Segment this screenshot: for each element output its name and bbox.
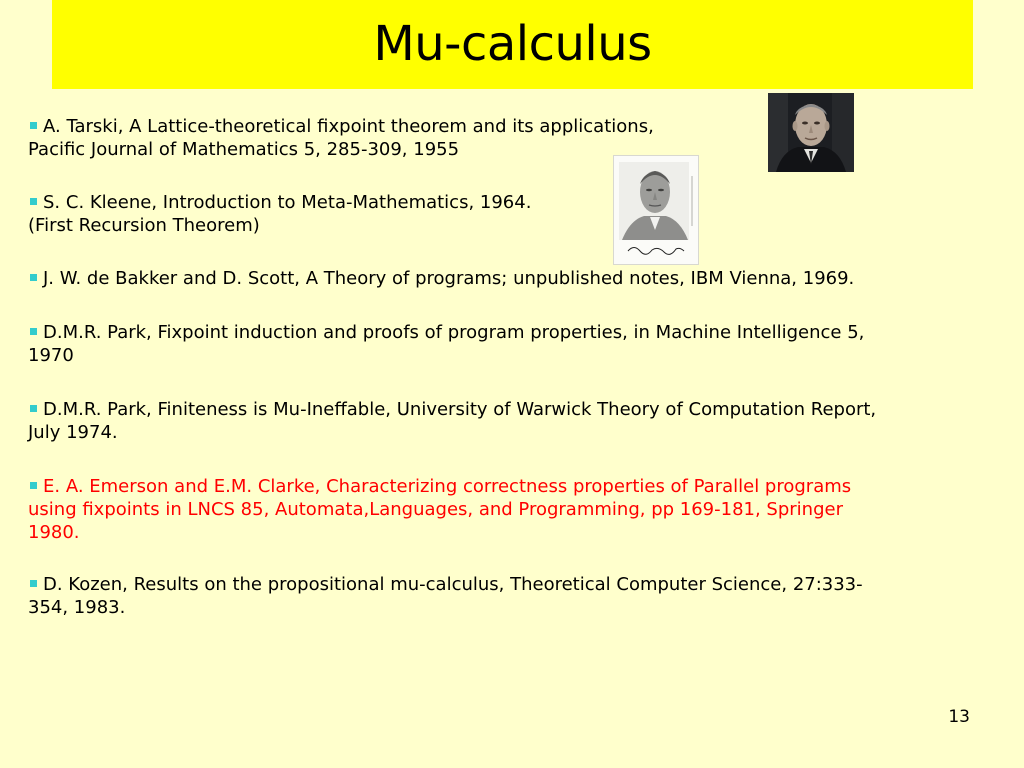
reference-kozen <box>28 573 988 619</box>
reference-line: 1980. <box>28 522 80 543</box>
reference-park-1974 <box>28 398 988 444</box>
reference-emerson-clarke <box>28 475 988 544</box>
bullet-icon <box>30 122 37 129</box>
bullet-icon <box>30 198 37 205</box>
reference-line: E. A. Emerson and E.M. Clarke, Characterizing correctness properties of Parallel programs <box>43 476 852 497</box>
kleene-photo-icon <box>614 156 698 264</box>
bullet-icon <box>30 328 37 335</box>
reference-line: A. Tarski, A Lattice-theoretical fixpoint theorem and its applications, <box>43 116 654 137</box>
reference-line: (First Recursion Theorem) <box>28 215 260 236</box>
reference-line: J. W. de Bakker and D. Scott, A Theory of programs; unpublished notes, IBM Vienna, 1969. <box>43 268 855 289</box>
reference-line: July 1974. <box>28 422 118 443</box>
title-bar <box>52 0 973 89</box>
reference-de-bakker-scott <box>28 267 988 290</box>
reference-line: 1970 <box>28 345 74 366</box>
slide-number: 13 <box>948 707 970 727</box>
slide-title: Mu-calculus <box>373 16 652 72</box>
bullet-icon <box>30 580 37 587</box>
reference-line: S. C. Kleene, Introduction to Meta-Mathematics, 1964. <box>43 192 532 213</box>
bullet-icon <box>30 405 37 412</box>
reference-line: using fixpoints in LNCS 85, Automata,Languages, and Programming, pp 169-181, Springer <box>28 499 843 520</box>
reference-park-1970 <box>28 321 988 367</box>
tarski-portrait <box>768 93 854 172</box>
bullet-icon <box>30 482 37 489</box>
bullet-icon <box>30 274 37 281</box>
reference-line: 354, 1983. <box>28 597 126 618</box>
reference-line: D.M.R. Park, Fixpoint induction and proofs of program properties, in Machine Intelligence 5, <box>43 322 865 343</box>
reference-line: Pacific Journal of Mathematics 5, 285-309, 1955 <box>28 139 460 160</box>
reference-line: D. Kozen, Results on the propositional mu-calculus, Theoretical Computer Science, 27:333- <box>43 574 863 595</box>
reference-line: D.M.R. Park, Finiteness is Mu-Ineffable, University of Warwick Theory of Computation Report, <box>43 399 877 420</box>
kleene-portrait <box>613 155 699 265</box>
reference-kleene <box>28 191 988 237</box>
tarski-photo-icon <box>768 93 854 172</box>
